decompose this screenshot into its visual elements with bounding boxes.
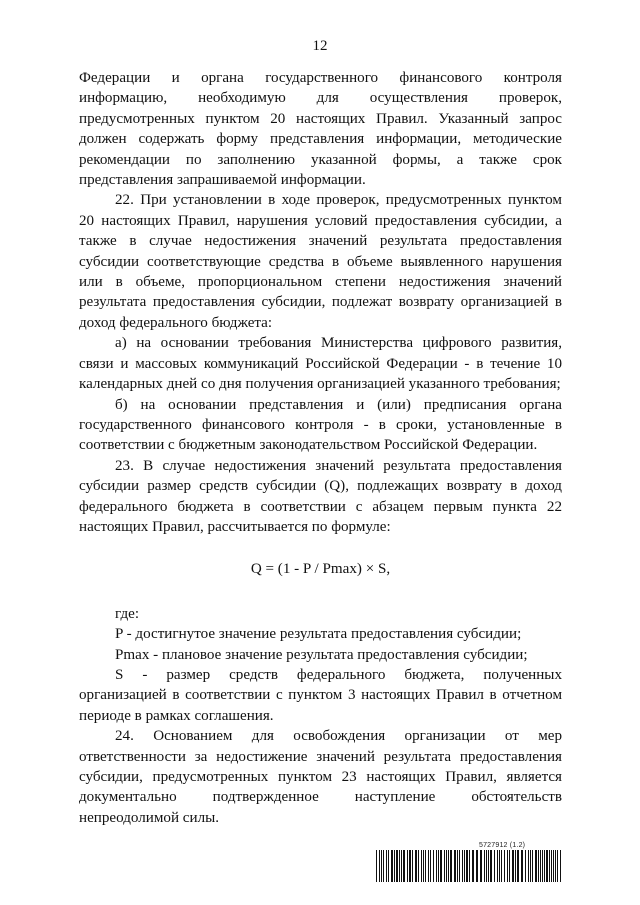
barcode-bar xyxy=(462,850,463,882)
barcode-bar xyxy=(454,850,456,882)
barcode-bar xyxy=(399,850,400,882)
barcode-bar xyxy=(415,850,417,882)
page-number: 12 xyxy=(312,38,328,54)
barcode-bar xyxy=(464,850,465,882)
paragraph-23: 23. В случае недостижения значений результата предоставления субсидии размер средств субсидии (Q), подлежащих возврату в доход федерального бюджета в соответствии с абзацем первым пункта 22 настоящих Правил, рассчитывается по формуле: xyxy=(79,457,562,535)
paragraph-24: 24. Основанием для освобождения организации от мер ответственности за недостижение значений результата предоставления субсидии, предусмотренных пунктом 23 настоящих Правил, является документально подтвержденное наступление обстоятельств непреодолимой силы. xyxy=(79,728,562,826)
barcode-bar xyxy=(457,850,458,882)
formula-def-pmax: Pmax - плановое значение результата предоставления субсидии; xyxy=(115,646,528,663)
barcode-bar xyxy=(494,850,495,882)
barcode-bar xyxy=(418,850,419,882)
barcode-bar xyxy=(509,850,510,882)
barcode-bar xyxy=(525,850,526,882)
formula-where: где: xyxy=(115,605,140,622)
barcode-bar xyxy=(433,850,434,882)
barcode-bar xyxy=(388,850,389,882)
barcode-bar xyxy=(501,850,502,882)
barcode-bar xyxy=(440,850,442,882)
barcode-bar xyxy=(459,850,460,882)
barcode-bar xyxy=(538,850,539,882)
barcode-bar xyxy=(497,850,498,882)
barcode-bar xyxy=(446,850,447,882)
barcode-bar xyxy=(386,850,387,882)
formula-def-p: P - достигнутое значение результата предоставления субсидии; xyxy=(115,626,522,643)
barcode-bar xyxy=(394,850,395,882)
barcode-bar xyxy=(507,850,508,882)
barcode-bar xyxy=(504,850,505,882)
barcode-bar xyxy=(528,850,529,882)
barcode-bar xyxy=(412,850,413,882)
barcode-bar xyxy=(448,850,449,882)
paragraph-22-a: а) на основании требования Министерства цифрового развития, связи и массовых коммуникаций Российской Федерации - в течение 10 календарных дней со дня получения организацией указанного требования; xyxy=(79,335,562,393)
barcode-bar xyxy=(469,850,470,882)
formula: Q = (1 - P / Pmax) × S, xyxy=(250,561,391,578)
barcode-bar xyxy=(512,850,514,882)
barcode-bar xyxy=(403,850,405,882)
barcode-bar xyxy=(530,850,531,882)
barcode-bar xyxy=(535,850,537,882)
document-body xyxy=(79,68,562,828)
barcode-bar xyxy=(484,850,485,882)
barcode-bar xyxy=(472,850,474,882)
barcode-bar xyxy=(490,850,492,882)
barcode-bar xyxy=(517,850,519,882)
barcode-bar xyxy=(379,850,380,882)
barcode-bar xyxy=(396,850,398,882)
barcode-bar xyxy=(421,850,422,882)
barcode-bar xyxy=(486,850,487,882)
barcode-bar xyxy=(383,850,384,882)
barcode-bar xyxy=(557,850,558,882)
barcode-bar xyxy=(546,850,548,882)
barcode-bar xyxy=(466,850,468,882)
barcode xyxy=(376,850,564,882)
paragraph-22: 22. При установлении в ходе проверок, предусмотренных пунктом 20 настоящих Правил, нарушения условий предоставления субсидии, а также в случае недостижения значений результата предоставления субсидии соответствующие средства в объеме выявленного нарушения или в объеме, пропорциональном степени недостижения значений результата предоставления субсидии, подлежат возврату организацией в доход федерального бюджета: xyxy=(79,192,562,331)
formula-def-s: S - размер средств федерального бюджета, полученных организацией в соответствии с пунктом 3 настоящих Правил в отчетном периоде в рамках соглашения. xyxy=(79,666,562,724)
barcode-bar xyxy=(476,850,478,882)
barcode-bar xyxy=(560,850,561,882)
barcode-bar xyxy=(549,850,550,882)
barcode-bar xyxy=(532,850,533,882)
barcode-bar xyxy=(438,850,439,882)
barcode-bar xyxy=(544,850,545,882)
barcode-bar xyxy=(488,850,489,882)
barcode-bar xyxy=(423,850,424,882)
barcode-bar xyxy=(401,850,402,882)
paragraph-continuation: Федерации и органа государственного финансового контроля информацию, необходимую для осуществления проверок, предусмотренных пунктом 20 настоящих Правил. Указанный запрос должен содержать форму представления информации, методические рекомендации по заполнению указанной формы, а также срок представления запрашиваемой информации. xyxy=(79,70,562,189)
barcode-bar xyxy=(381,850,382,882)
barcode-bar xyxy=(499,850,500,882)
barcode-bar xyxy=(553,850,554,882)
barcode-bar xyxy=(521,850,523,882)
barcode-bar xyxy=(425,850,426,882)
paragraph-22-b: б) на основании представления и (или) предписания органа государственного финансового контроля - в сроки, установленные в соответствии с бюджетным законодательством Российской Федерации. xyxy=(79,396,562,454)
barcode-bar xyxy=(444,850,445,882)
barcode-bar xyxy=(555,850,556,882)
barcode-bar xyxy=(540,850,541,882)
barcode-bar xyxy=(450,850,452,882)
barcode-bar xyxy=(376,850,377,882)
barcode-bar xyxy=(542,850,543,882)
barcode-bar xyxy=(551,850,552,882)
barcode-bar xyxy=(515,850,516,882)
barcode-bar xyxy=(391,850,393,882)
barcode-bar xyxy=(428,850,429,882)
barcode-bar xyxy=(480,850,482,882)
barcode-bar xyxy=(409,850,411,882)
document-code: 5727912 (1.2) xyxy=(479,842,526,849)
barcode-bar xyxy=(430,850,431,882)
barcode-bar xyxy=(407,850,408,882)
barcode-bar xyxy=(436,850,437,882)
